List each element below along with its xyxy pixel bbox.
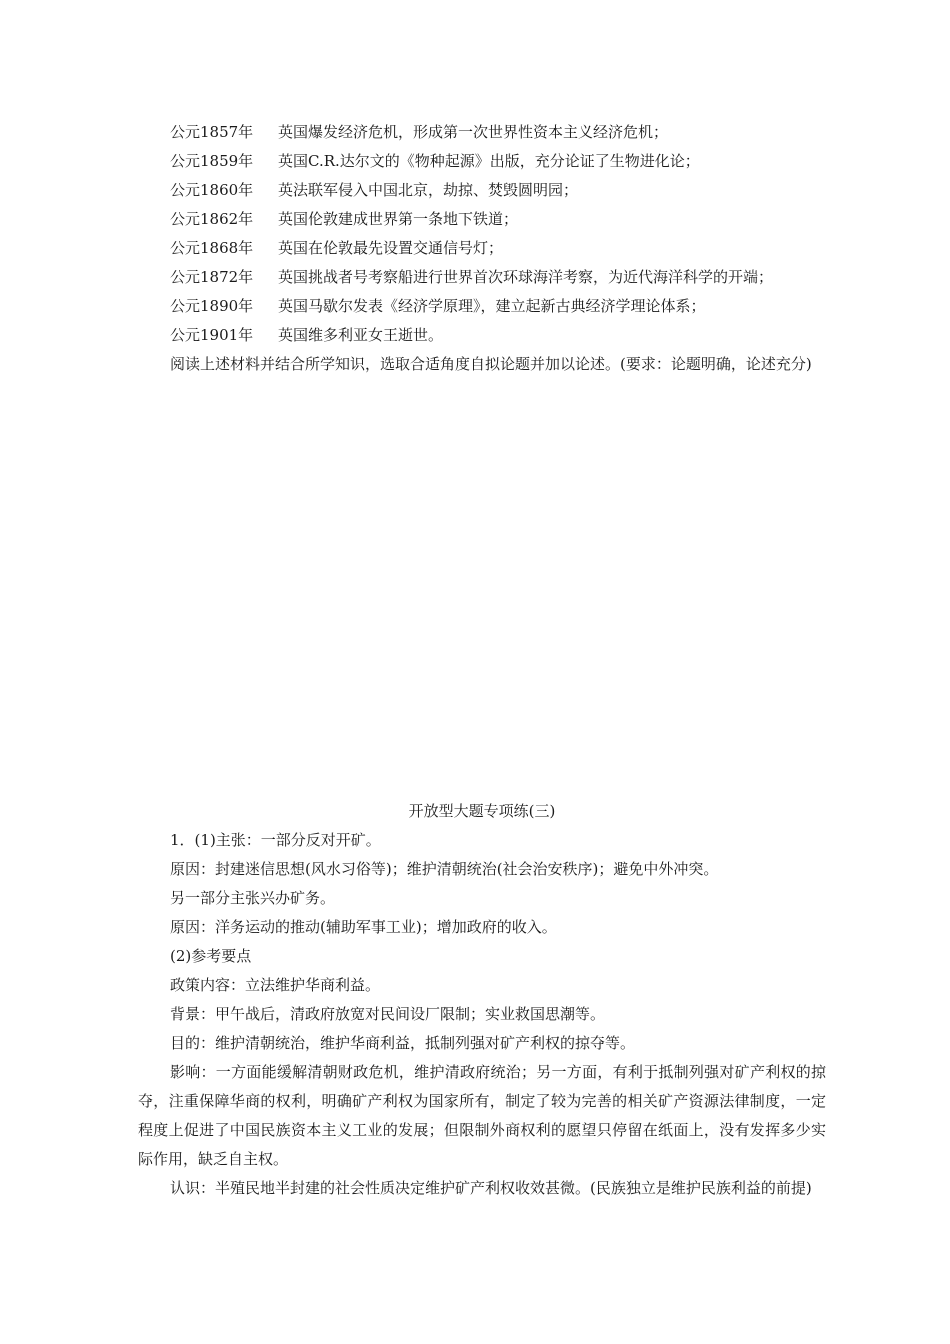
timeline-event: 英国C.R.达尔文的《物种起源》出版，充分论证了生物进化论； bbox=[278, 152, 700, 170]
answer-line: (2)参考要点 bbox=[170, 947, 252, 965]
timeline-event: 英国挑战者号考察船进行世界首次环球海洋考察，为近代海洋科学的开端； bbox=[278, 268, 774, 286]
timeline-item bbox=[138, 321, 826, 350]
answer-line: 另一部分主张兴办矿务。 bbox=[170, 889, 336, 907]
answer-line: 政策内容：立法维护华商利益。 bbox=[170, 976, 381, 994]
question-text: 阅读上述材料并结合所学知识，选取合适角度自拟论题并加以论述。(要求：论题明确，论述充分) bbox=[170, 355, 812, 373]
timeline-event: 英国爆发经济危机，形成第一次世界性资本主义经济危机； bbox=[278, 123, 669, 141]
answer-line: 原因：封建迷信思想(风水习俗等)；维护清朝统治(社会治安秩序)；避免中外冲突。 bbox=[170, 860, 719, 878]
timeline-event: 英法联军侵入中国北京，劫掠、焚毁圆明园； bbox=[278, 181, 579, 199]
timeline-year: 公元1872年 bbox=[170, 268, 254, 286]
impact-paragraph: 影响：一方面能缓解清朝财政危机，维护清政府统治；另一方面，有利于抵制列强对矿产利权的掠夺，注重保障华商的权利，明确矿产利权为国家所有，制定了较为完善的相关矿产资源法律制度，一定程度上促进了中国民族资本主义工业的发展；但限制外商权利的愿望只停留在纸面上，没有发挥多少实际作用，缺乏自主权。 bbox=[138, 1063, 826, 1168]
timeline-item bbox=[138, 176, 826, 205]
answer-line: 原因：洋务运动的推动(辅助军事工业)；增加政府的收入。 bbox=[170, 918, 557, 936]
timeline-item bbox=[138, 292, 826, 321]
timeline-event: 英国马歇尔发表《经济学原理》，建立起新古典经济学理论体系； bbox=[278, 297, 706, 315]
timeline-year: 公元1857年 bbox=[170, 123, 254, 141]
answer-line: 目的：维护清朝统治，维护华商利益，抵制列强对矿产利权的掠夺等。 bbox=[170, 1034, 636, 1052]
timeline-year: 公元1868年 bbox=[170, 239, 254, 257]
timeline-year: 公元1890年 bbox=[170, 297, 254, 315]
timeline-event: 英国在伦敦最先设置交通信号灯； bbox=[278, 239, 504, 257]
timeline-item bbox=[138, 147, 826, 176]
answer-line: 1．(1)主张：一部分反对开矿。 bbox=[170, 831, 381, 849]
understanding-paragraph: 认识：半殖民地半封建的社会性质决定维护矿产利权收效甚微。(民族独立是维护民族利益的前提) bbox=[170, 1179, 812, 1197]
answer-line: 背景：甲午战后，清政府放宽对民间设厂限制；实业救国思潮等。 bbox=[170, 1005, 606, 1023]
timeline-item bbox=[138, 205, 826, 234]
timeline-year: 公元1901年 bbox=[170, 326, 254, 344]
answer-section bbox=[138, 797, 826, 1203]
timeline-year: 公元1862年 bbox=[170, 210, 254, 228]
timeline-item bbox=[138, 263, 826, 292]
timeline-year: 公元1860年 bbox=[170, 181, 254, 199]
timeline-item bbox=[138, 234, 826, 263]
timeline-list bbox=[138, 118, 826, 379]
timeline-event: 英国伦敦建成世界第一条地下铁道； bbox=[278, 210, 519, 228]
answer-title: 开放型大题专项练(三) bbox=[408, 802, 556, 820]
timeline-year: 公元1859年 bbox=[170, 152, 254, 170]
timeline-item bbox=[138, 118, 826, 147]
timeline-event: 英国维多利亚女王逝世。 bbox=[278, 326, 444, 344]
